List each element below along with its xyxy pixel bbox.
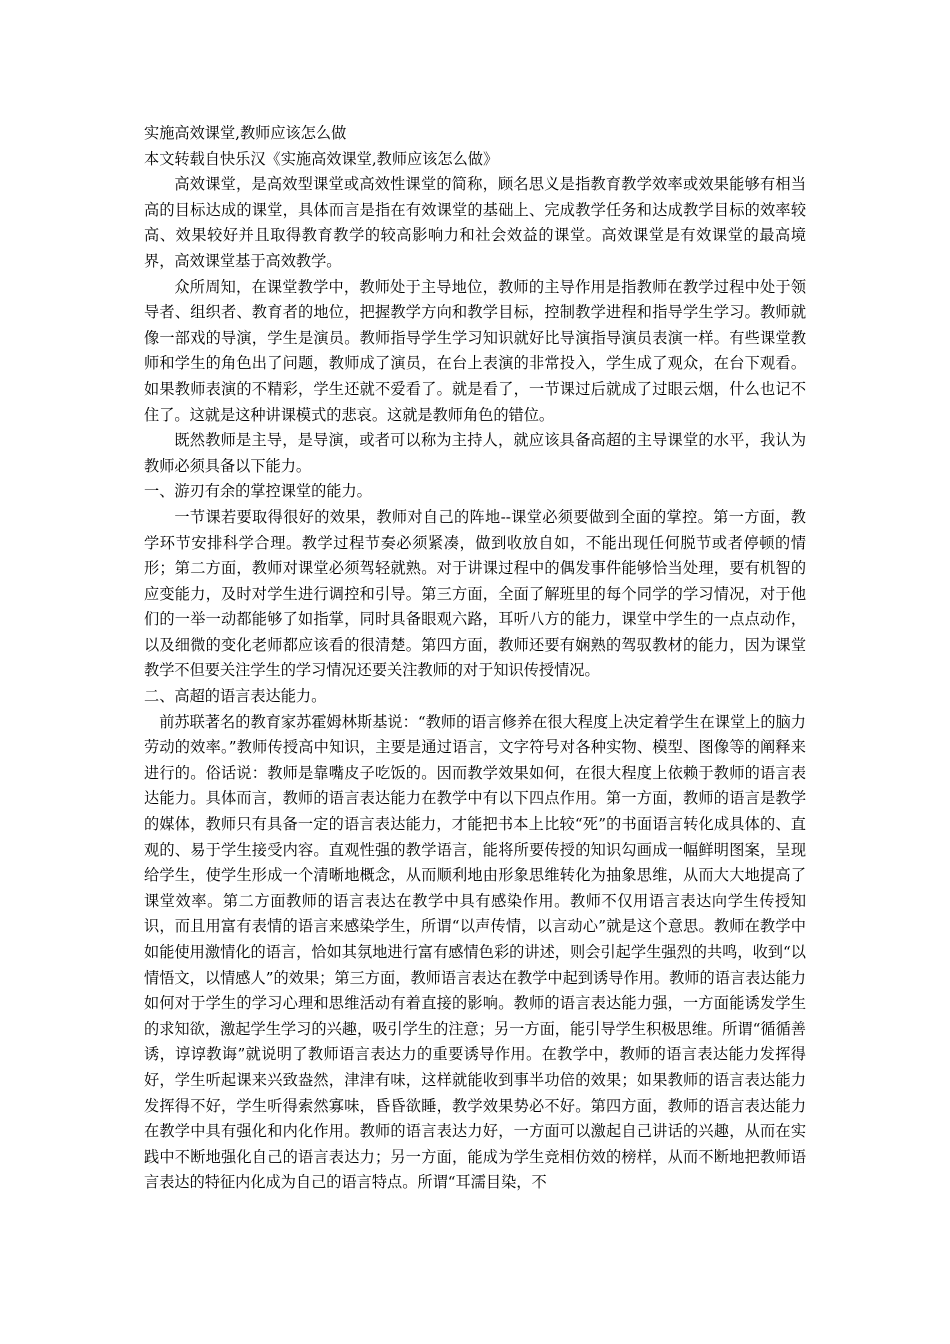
document-title: 实施高效课堂,教师应该怎么做	[144, 124, 347, 142]
intro-paragraph-2: 众所周知，在课堂教学中，教师处于主导地位，教师的主导作用是指教师在教学过程中处于领导者、组织者、教育者的地位，把握教学方向和教学目标，控制教学进程和指导学生学习。教师就像一部戏的导演，学生是演员。教师指导学生学习知识就好比导演指导演员表演一样。有些课堂教师和学生的角色出了问题，教师成了演员，在台上表演的非常投入，学生成了观众，在台下观看。如果教师表演的不精彩，学生还就不爱看了。就是看了，一节课过后就成了过眼云烟，什么也记不住了。这就是这种讲课模式的悲哀。这就是教师角色的错位。	[144, 277, 806, 424]
section-2-body: 前苏联著名的教育家苏霍姆林斯基说：“教师的语言修养在很大程度上决定着学生在课堂上的脑力劳动的效率。”教师传授高中知识，主要是通过语言，文字符号对各种实物、模型、图像等的阐释来进行的。俗话说：教师是靠嘴皮子吃饭的。因而教学效果如何，在很大程度上依赖于教师的语言表达能力。具体而言，教师的语言表达能力在教学中有以下四点作用。第一方面，教师的语言是教学的媒体，教师只有具备一定的语言表达能力，才能把书本上比较“死”的书面语言转化成具体的、直观的、易于学生接受内容。直观性强的教学语言，能将所要传授的知识勾画成一幅鲜明图案，呈现给学生，使学生形成一个清晰地概念，从而顺利地由形象思维转化为抽象思维，从而大大地提高了课堂效率。第二方面教师的语言表达在教学中具有感染作用。教师不仅用语言表达向学生传授知识，而且用富有表情的语言来感染学生，所谓“以声传情，以言动心”就是这个意思。教师在教学中如能使用激情化的语言，恰如其氛地进行富有感情色彩的讲述，则会引起学生强烈的共鸣，收到“以情悟文，以情感人”的效果；第三方面，教师语言表达在教学中起到诱导作用。教师的语言表达能力如何对于学生的学习心理和思维活动有着直接的影响。教师的语言表达能力强，一方面能诱发学生的求知欲，激起学生学习的兴趣，吸引学生的注意；另一方面，能引导学生积极思维。所谓“循循善诱，谆谆教诲”就说明了教师语言表达力的重要诱导作用。在教学中，教师的语言表达能力发挥得好，学生听起课来兴致盎然，津津有味，这样就能收到事半功倍的效果；如果教师的语言表达能力发挥得不好，学生听得索然寡味，昏昏欲睡，教学效果势必不好。第四方面，教师的语言表达能力在教学中具有强化和内化作用。教师的语言表达力好，一方面可以激起自己讲话的兴趣，从而在实践中不断地强化自己的语言表达力；另一方面，能成为学生竞相仿效的榜样，从而不断地把教师语言表达的特征内化成为自己的语言特点。所谓“耳濡目染，不	[144, 712, 806, 1192]
document-page	[144, 121, 806, 1196]
intro-paragraph-3: 既然教师是主导，是导演，或者可以称为主持人，就应该具备高超的主导课堂的水平，我认为教师必须具备以下能力。	[144, 431, 806, 475]
intro-paragraph-1: 高效课堂，是高效型课堂或高效性课堂的简称，顾名思义是指教育教学效率或效果能够有相当高的目标达成的课堂，具体而言是指在有效课堂的基础上、完成教学任务和达成教学目标的效率较高、效果较好并且取得教育教学的较高影响力和社会效益的课堂。高效课堂是有效课堂的最高境界，高效课堂基于高效教学。	[144, 175, 806, 270]
document-source: 本文转载自快乐汉《实施高效课堂,教师应该怎么做》	[144, 149, 499, 168]
section-2-heading: 二、高超的语言表达能力。	[144, 687, 327, 706]
section-1-heading: 一、游刃有余的掌控课堂的能力。	[144, 482, 372, 501]
section-1-body: 一节课若要取得很好的效果，教师对自己的阵地--课堂必须要做到全面的掌控。第一方面，教学环节安排科学合理。教学过程节奏必须紧凑，做到收放自如，不能出现任何脱节或者停顿的情形；第二方面，教师对课堂必须驾轻就熟。对于讲课过程中的偶发事件能够恰当处理，要有机智的应变能力，及时对学生进行调控和引导。第三方面，全面了解班里的每个同学的学习情况，对于他们的一举一动都能够了如指掌，同时具备眼观六路，耳听八方的能力，课堂中学生的一点点动作，以及细微的变化老师都应该看的很清楚。第四方面，教师还要有娴熟的驾驭教材的能力，因为课堂教学不但要关注学生的学习情况还要关注教师的对于知识传授情况。	[144, 507, 806, 680]
